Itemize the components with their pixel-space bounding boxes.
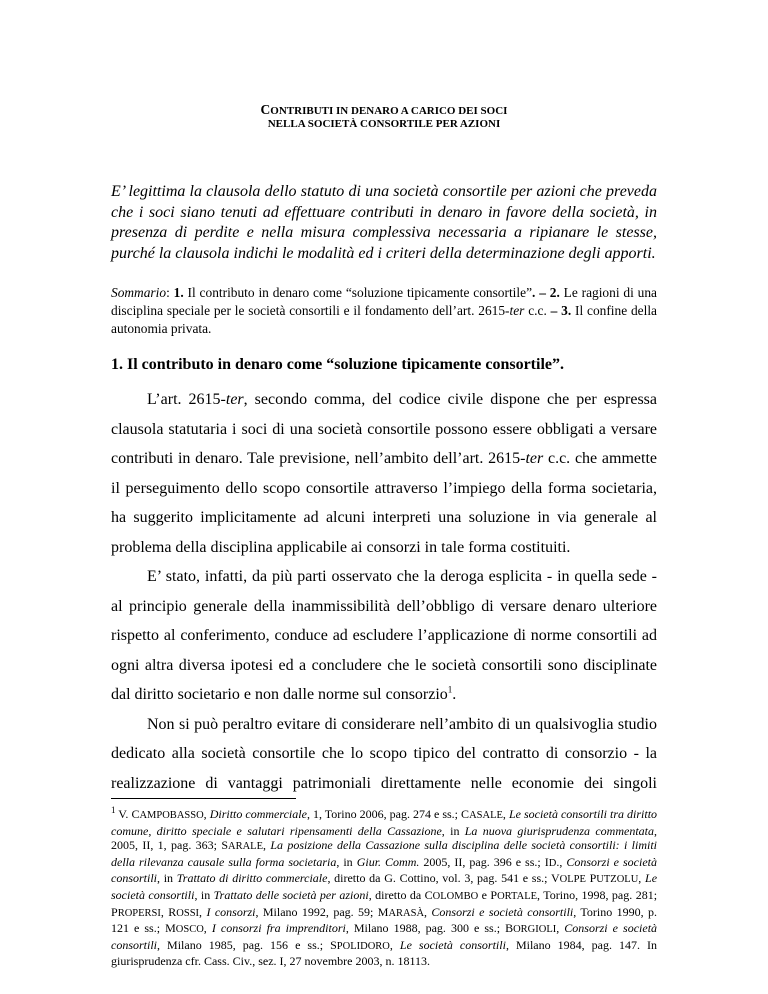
footnote-reference[interactable]: 1 [447,684,453,695]
paragraph: Non si può peraltro evitare di considerare nell’ambito di un qualsivoglia studio dedicato alla società consortile che lo scopo tipico del contratto di consorzio - la realizzazione di vantaggi patrimoniali direttamente nelle economie dei singoli [111,715,657,792]
body-text [111,385,657,798]
footnote: $^1$ V. CAMPOBASSO, Diritto commerciale, 1, Torino 2006, pag. 274 e ss.; CASALE, Le società consortili tra diritto comune, diritto speciale e salutari ripensamenti della Cassazione, in La nuova giurisprudenza commentata, 2005, II, 1, pag. 363; SARALE, La posizione della Cassazione sulla disciplina delle società consortili: i limiti della rilevanza causale sulla forma societaria, in Giur. Comm. 2005, II, pag. 396 e ss.; ID., Consorzi e società consortili, in Trattato di diritto commerciale, diretto da G. Cottino, vol. 3, pag. 541 e ss.; VOLPE PUTZOLU, Le società consortili, in Trattato delle società per azioni, diretto da COLOMBO e PORTALE, Torino, 1998, pag. 281; PROPERSI, ROSSI, I consorzi, Milano 1992, pag. 59; MARASÀ, Consorzi e società consortili, Torino 1990, p. 121 e ss.; MOSCO, I consorzi fra imprenditori, Milano 1988, pag. 300 e ss.; BORGIOLI, Consorzi e società consortili, Milano 1985, pag. 156 e ss.; SPOLIDORO, Le società consortili, Milano 1984, pag. 147. In giurisprudenza cfr. Cass. Civ., sez. I, 27 novembre 2003, n. 18113. [111,805,658,969]
section-heading: 1. Il contributo in denaro come “soluzione tipicamente consortile”. [111,356,564,373]
document-title-line2: NELLA SOCIETÀ CONSORTILE PER AZIONI [267,118,501,130]
paragraph: L’art. 2615-ter, secondo comma, del codice civile dispone che per espressa clausola statutaria i soci di una società consortile possono essere obbligati a versare contributi in denaro. Tale previsione, nell’ambito dell’art. 2615-ter c.c. che ammette il perseguimento dello scopo consortile attraverso l’impiego della forma societaria, ha suggerito implicitamente ad alcuni interpreti una soluzione in via generale al problema della disciplina applicabile ai consorzi in tale forma costituiti. [111,391,658,556]
document-title-line1: CONTRIBUTI IN DENARO A CARICO DEI SOCI [260,102,508,117]
footnote-separator [111,798,296,799]
paragraph: E’ stato, infatti, da più parti osservato che la deroga esplicita - in quella sede - al principio generale della inammissibilità dell’obbligo di versare denaro ulteriore rispetto al conferimento, conduce ad escludere l’applicazione di norme consortili ad ogni altra diversa ipotesi ed a concludere che le società consortili sono disciplinate dal diritto societario e non dalle norme sul consorzio$^1$. [111,568,657,703]
summary-sommario: Sommario: 1. Il contributo in denaro come “soluzione tipicamente consortile”. – 2. Le ragioni di una disciplina speciale per le società consortili e il fondamento dell’art. 2615-ter c.c. – 3. Il confine della autonomia privata. [111,285,658,336]
footnote-number: 1 [111,805,116,815]
summary-label: Sommario [111,285,167,300]
headnote-massima: E’ legittima la clausola dello statuto di una società consortile per azioni che preveda che i soci siano tenuti ad effettuare contributi in denaro in favore della società, in presenza di perdite e nella misura complessiva necessaria a ripianare le stesse, purché la clausola indichi le modalità ed i criteri della determinazione degli apporti. [111,183,657,262]
